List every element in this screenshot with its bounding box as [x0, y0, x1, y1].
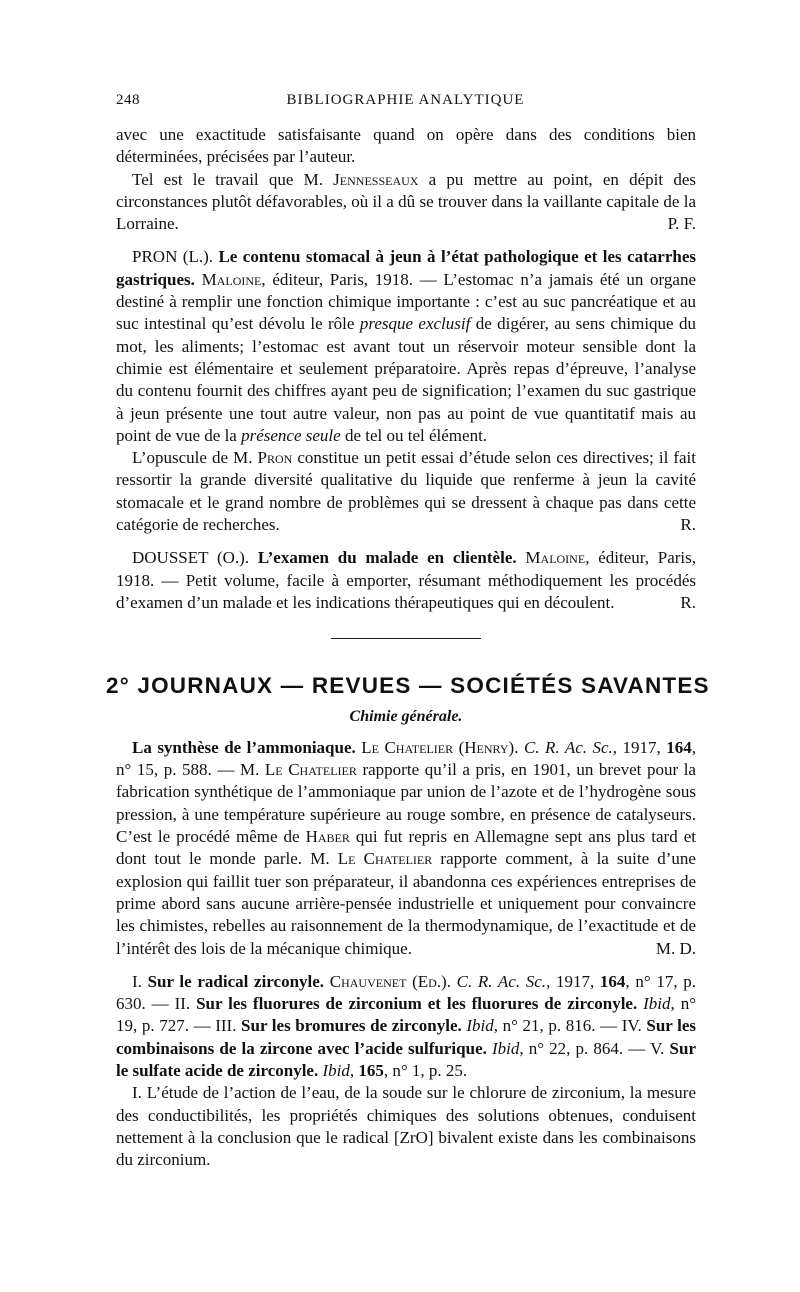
journal-name: C. R. Ac. Sc.: [456, 971, 547, 991]
entry-title: Sur le radical zirconyle.: [147, 971, 325, 991]
publisher-name: Maloine: [201, 269, 262, 289]
page-number: 248: [116, 92, 140, 108]
entry-zirconyle-summary: [116, 1082, 696, 1171]
ibid-reference: Ibid: [461, 1016, 494, 1036]
volume-number: 165: [358, 1060, 384, 1080]
person-name: Haber: [305, 827, 350, 847]
reference-text: , n° 21, p. 816. — IV.: [493, 1016, 647, 1036]
section-title: 2° JOURNAUX — REVUES — SOCIÉTÉS SAVANTES: [106, 673, 710, 699]
person-name: Le Chatelier: [337, 849, 433, 869]
reference-text: , n° 17, p. 630. — II.: [116, 971, 696, 1014]
volume-number: 164: [599, 971, 626, 991]
running-header: [116, 92, 695, 116]
running-title: BIBLIOGRAPHIE ANALYTIQUE: [286, 92, 525, 108]
reviewer-signature: R.: [680, 515, 696, 535]
section-divider: [331, 638, 481, 639]
paragraph-text: a pu mettre au point, en dépit des circonstances plutôt défavorables, où il a dû se trouver dans la vaillante capitale de la Lorraine.: [116, 169, 696, 234]
paragraph-text: qui fut repris en Allemagne sept ans plus tard et dont tout le monde parle. M.: [116, 827, 696, 869]
paragraph-text: rapporte comment, à la suite d’une explosion qui faillit tuer son préparateur, il abandonna ces expériences entreprises de prime abord sans aucune arrière-pensée industrielle et uniquement pour convaincre les chimistes, rebelles au raisonnement de la thermodynamique, de l’exactitude et de l’intérêt des lois de la mécanique chimique.: [116, 849, 696, 958]
paragraph-text: , éditeur, Paris, 1918. — Petit volume, facile à emporter, résumant méthodiquement les procédés d’examen d’un malade et les indications thérapeutiques qui en découlent.: [116, 548, 697, 612]
entry-author-initials: (Henry).: [453, 737, 524, 757]
reviewer-signature: R.: [680, 592, 696, 612]
reviewer-signature: P. F.: [667, 214, 696, 234]
entry-author: DOUSSET (O.).: [132, 548, 258, 568]
entry-title: La synthèse de l’ammoniaque.: [132, 737, 356, 757]
volume-number: 164: [666, 737, 692, 757]
subsection-title: Chimie générale.: [349, 707, 463, 725]
paragraph-text: de tel ou tel élément.: [340, 425, 488, 445]
review-conclusion-paragraph: [116, 169, 696, 236]
paragraph-text: rapporte qu’il a pris, en 1901, un brevet pour la fabrication synthétique de l’ammoniaque par union de l’azote et de l’hydrogène sous pression, à une température supérieure au rouge sombre, en présence de catalyseurs. C’est le procédé même de: [116, 760, 696, 847]
emphasis-text: présence seule: [241, 425, 341, 445]
reference-text: , n° 1, p. 25.: [383, 1060, 468, 1080]
entry-ammoniaque: [116, 737, 696, 960]
ibid-reference: Ibid: [637, 994, 671, 1014]
paragraph-text: de digérer, au sens chimique du mot, les aliments; l’estomac est avant tout un réservoir moteur sensible dont la chimie est élémentaire et seulement préparatoire. Après repas d’épreuve, l’analyse du contenu fournit des chiffres ayant peu de signification; l’examen du suc gastrique à jeun présente une tout autre valeur, non pas au point de vue quantitatif mais au point de vue de la: [116, 314, 696, 445]
item-number: I.: [132, 971, 148, 991]
reference-text: , 1917,: [546, 971, 600, 991]
entry-zirconyle: [116, 971, 696, 1082]
publisher-name: Maloine: [525, 548, 586, 568]
page-body: [106, 124, 710, 1171]
paragraph-text: Tel est le travail que M.: [132, 169, 334, 189]
person-name: Jennesseaux: [333, 169, 419, 189]
journal-name: C. R. Ac. Sc.: [523, 737, 613, 757]
entry-title: Sur les bromures de zirconyle.: [241, 1016, 462, 1036]
entry-author: PRON (L.).: [132, 247, 219, 267]
paragraph-text: I. L’étude de l’action de l’eau, de la soude sur le chlorure de zirconium, la mesure des conductibilités, les propriétés chimiques des solutions obtenues, conduisent nettement à la conclusion que le radical [ZrO] bivalent existe dans les combinaisons du zirconium.: [116, 1083, 696, 1170]
entry-title: Le contenu stomacal à jeun à l’état pathologique et les catarrhes gastriques.: [116, 247, 696, 289]
reviewer-signature: M. D.: [655, 938, 696, 958]
entry-title: L’examen du malade en clientèle.: [257, 548, 517, 568]
ibid-reference: Ibid: [318, 1060, 350, 1080]
reference-text: , n° 22, p. 864. — V.: [519, 1038, 670, 1058]
emphasis-text: presque exclusif: [359, 314, 471, 334]
paragraph-text: L’opuscule de M.: [132, 448, 258, 468]
reference-text: , n° 19, p. 727. — III.: [116, 994, 696, 1036]
reference-text: , n° 15, p. 588. — M.: [116, 737, 696, 780]
entry-pron: [116, 246, 696, 447]
entry-dousset: [116, 547, 696, 614]
person-name: Le Chatelier: [264, 760, 357, 780]
paragraph-text: constitue un petit essai d’étude selon ces directives; il fait ressortir la grande diversité qualitative du liquide que renferme à jeun la cavité stomacale et le grand nombre de problèmes qui se dressent à chaque pas dans cette catégorie de recherches.: [116, 448, 697, 535]
reference-text: , 1917,: [612, 737, 667, 757]
ibid-reference: Ibid: [486, 1038, 520, 1058]
entry-author-initials: (Ed.).: [406, 971, 457, 991]
person-name: Pron: [257, 448, 293, 468]
paragraph-text: , éditeur, Paris, 1918. — L’estomac n’a jamais été un organe destiné à remplir une fonction chimique importante : c’est au suc pancréatique et au suc intestinal qu’est dévolu le rôle: [116, 269, 697, 334]
entry-title: Sur les fluorures de zirconium et les fluorures de zirconyle.: [196, 994, 638, 1014]
entry-pron-continued: [116, 447, 696, 536]
entry-title: Sur le sulfate acide de zirconyle.: [116, 1038, 696, 1080]
entry-author: Chauvenet: [324, 971, 407, 991]
paragraph-text: avec une exactitude satisfaisante quand on opère dans des conditions bien déterminées, précisées par l’auteur.: [116, 125, 696, 167]
entry-author: Le Chatelier: [355, 737, 454, 757]
reference-text: ,: [349, 1060, 359, 1080]
entry-title: Sur les combinaisons de la zircone avec l’acide sulfurique.: [116, 1016, 697, 1058]
continued-paragraph: [116, 124, 696, 169]
